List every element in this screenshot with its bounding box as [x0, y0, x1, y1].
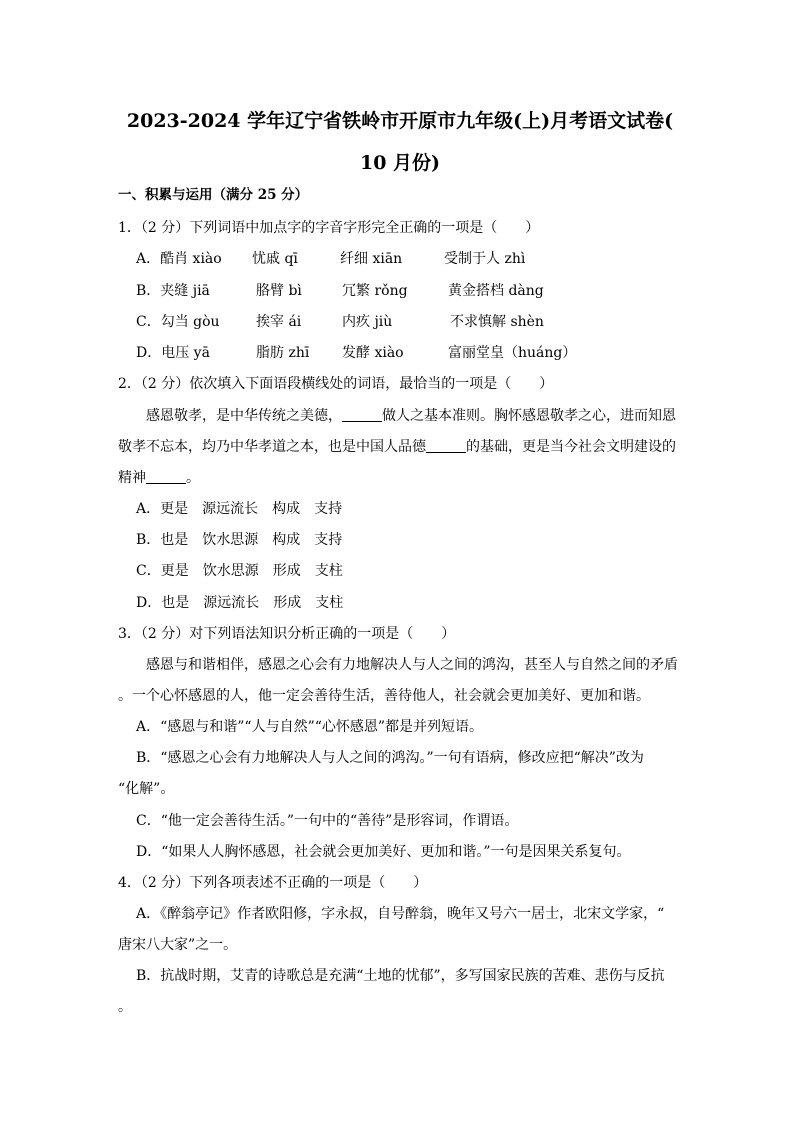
question-2-option-c: C．更是 饮水思源 形成 支柱 — [136, 563, 343, 579]
option-word: 挨宰 ái — [256, 314, 302, 330]
question-3-option-a: A．“感恩与和谐”“人与自然”“心怀感恩”都是并列短语。 — [136, 719, 484, 735]
question-1-option-b — [136, 281, 544, 301]
question-2-option-b: B．也是 饮水思源 构成 支持 — [136, 532, 343, 548]
option-word: 忧戚 qī — [252, 251, 298, 267]
exam-title-line-1: 2023-2024 学年辽宁省铁岭市开原市九年级(上)月考语文试卷( — [126, 110, 674, 132]
passage-text: 。 — [186, 470, 200, 486]
option-word: 黄金搭档 dàng — [448, 283, 544, 299]
exam-title-line-2: 10 月份) — [359, 152, 441, 174]
question-1-stem: 1．（2 分）下列词语中加点字的字音字形完全正确的一项是（ ） — [118, 220, 540, 236]
question-2-option-d: D．也是 源远流长 形成 支柱 — [136, 595, 344, 611]
option-word: 发酵 xiào — [342, 345, 404, 361]
fill-blank-1 — [342, 407, 382, 422]
option-word: 受制于人 zhì — [444, 251, 526, 267]
passage-text: 做人之基本准则。胸怀感恩敬孝之心，进而知恩 — [382, 408, 676, 424]
question-3-option-b: B．“感恩之心会有力地解决人与人之间的鸿沟。”一句有语病，修改应把“解决”改为 — [136, 750, 644, 766]
option-word: 内疚 jiù — [342, 314, 393, 330]
question-4-option-b-cont: 。 — [118, 999, 132, 1015]
question-4-option-a: A．《醉翁亭记》作者欧阳修，字永叔，自号醉翁，晚年又号六一居士，北宋文学家，“ — [136, 906, 665, 922]
option-word: 不求慎解 shèn — [450, 314, 544, 330]
option-word: C．勾当 gòu — [136, 314, 220, 330]
question-2-passage-line-1 — [146, 406, 676, 426]
fill-blank-3 — [146, 469, 186, 484]
option-word: 脂肪 zhī — [256, 345, 310, 361]
question-2-stem: 2．（2 分）依次填入下面语段横线处的词语，最恰当的一项是（ ） — [118, 376, 554, 392]
option-word: 胳臂 bì — [256, 283, 302, 299]
question-2-passage-line-3 — [118, 468, 200, 488]
question-3-option-d: D．“如果人人胸怀感恩，社会就会更加美好、更加和谐。”一句是因果关系复句。 — [136, 844, 631, 860]
fill-blank-2 — [426, 438, 466, 453]
question-2-option-a: A．更是 源远流长 构成 支持 — [136, 501, 343, 517]
section-heading: 一、积累与运用（满分 25 分） — [118, 187, 309, 203]
question-4-option-b: B．抗战时期，艾青的诗歌总是充满“土地的忧郁”，多写国家民族的苦难、悲伤与反抗 — [136, 968, 665, 984]
option-word: D．电压 yā — [136, 345, 210, 361]
question-1-option-c — [136, 312, 544, 332]
passage-text: 精神 — [118, 470, 146, 486]
question-1-option-d — [136, 343, 576, 363]
question-3-option-b-cont: “化解”。 — [118, 781, 175, 797]
option-word: 纤细 xiān — [340, 251, 403, 267]
passage-text: 敬孝不忘本，均乃中华孝道之本，也是中国人品德 — [118, 439, 426, 455]
option-word: A．酷肖 xiào — [136, 251, 222, 267]
question-1-option-a — [136, 249, 525, 269]
option-word: 富丽堂皇（huáng） — [448, 345, 577, 361]
option-word: 冗繁 rǒng — [342, 283, 408, 299]
passage-text: 感恩敬孝，是中华传统之美德， — [146, 408, 342, 424]
option-word: B．夹缝 jiā — [136, 283, 210, 299]
question-3-option-c: C．“他一定会善待生活。”一句中的“善待”是形容词，作谓语。 — [136, 813, 519, 829]
question-3-passage-line-2: 。一个心怀感恩的人，他一定会善待生活，善待他人，社会就会更加美好、更加和谐。 — [118, 688, 650, 704]
question-4-stem: 4．（2 分）下列各项表述不正确的一项是（ ） — [118, 875, 428, 891]
question-3-passage-line-1: 感恩与和谐相伴，感恩之心会有力地解决人与人之间的鸿沟，甚至人与自然之间的矛盾 — [146, 657, 678, 673]
question-2-passage-line-2 — [118, 437, 676, 457]
question-3-stem: 3．（2 分）对下列语法知识分析正确的一项是（ ） — [118, 626, 456, 642]
question-4-option-a-cont: 唐宋八大家”之一。 — [118, 937, 238, 953]
passage-text: 的基础，更是当今社会文明建设的 — [466, 439, 676, 455]
